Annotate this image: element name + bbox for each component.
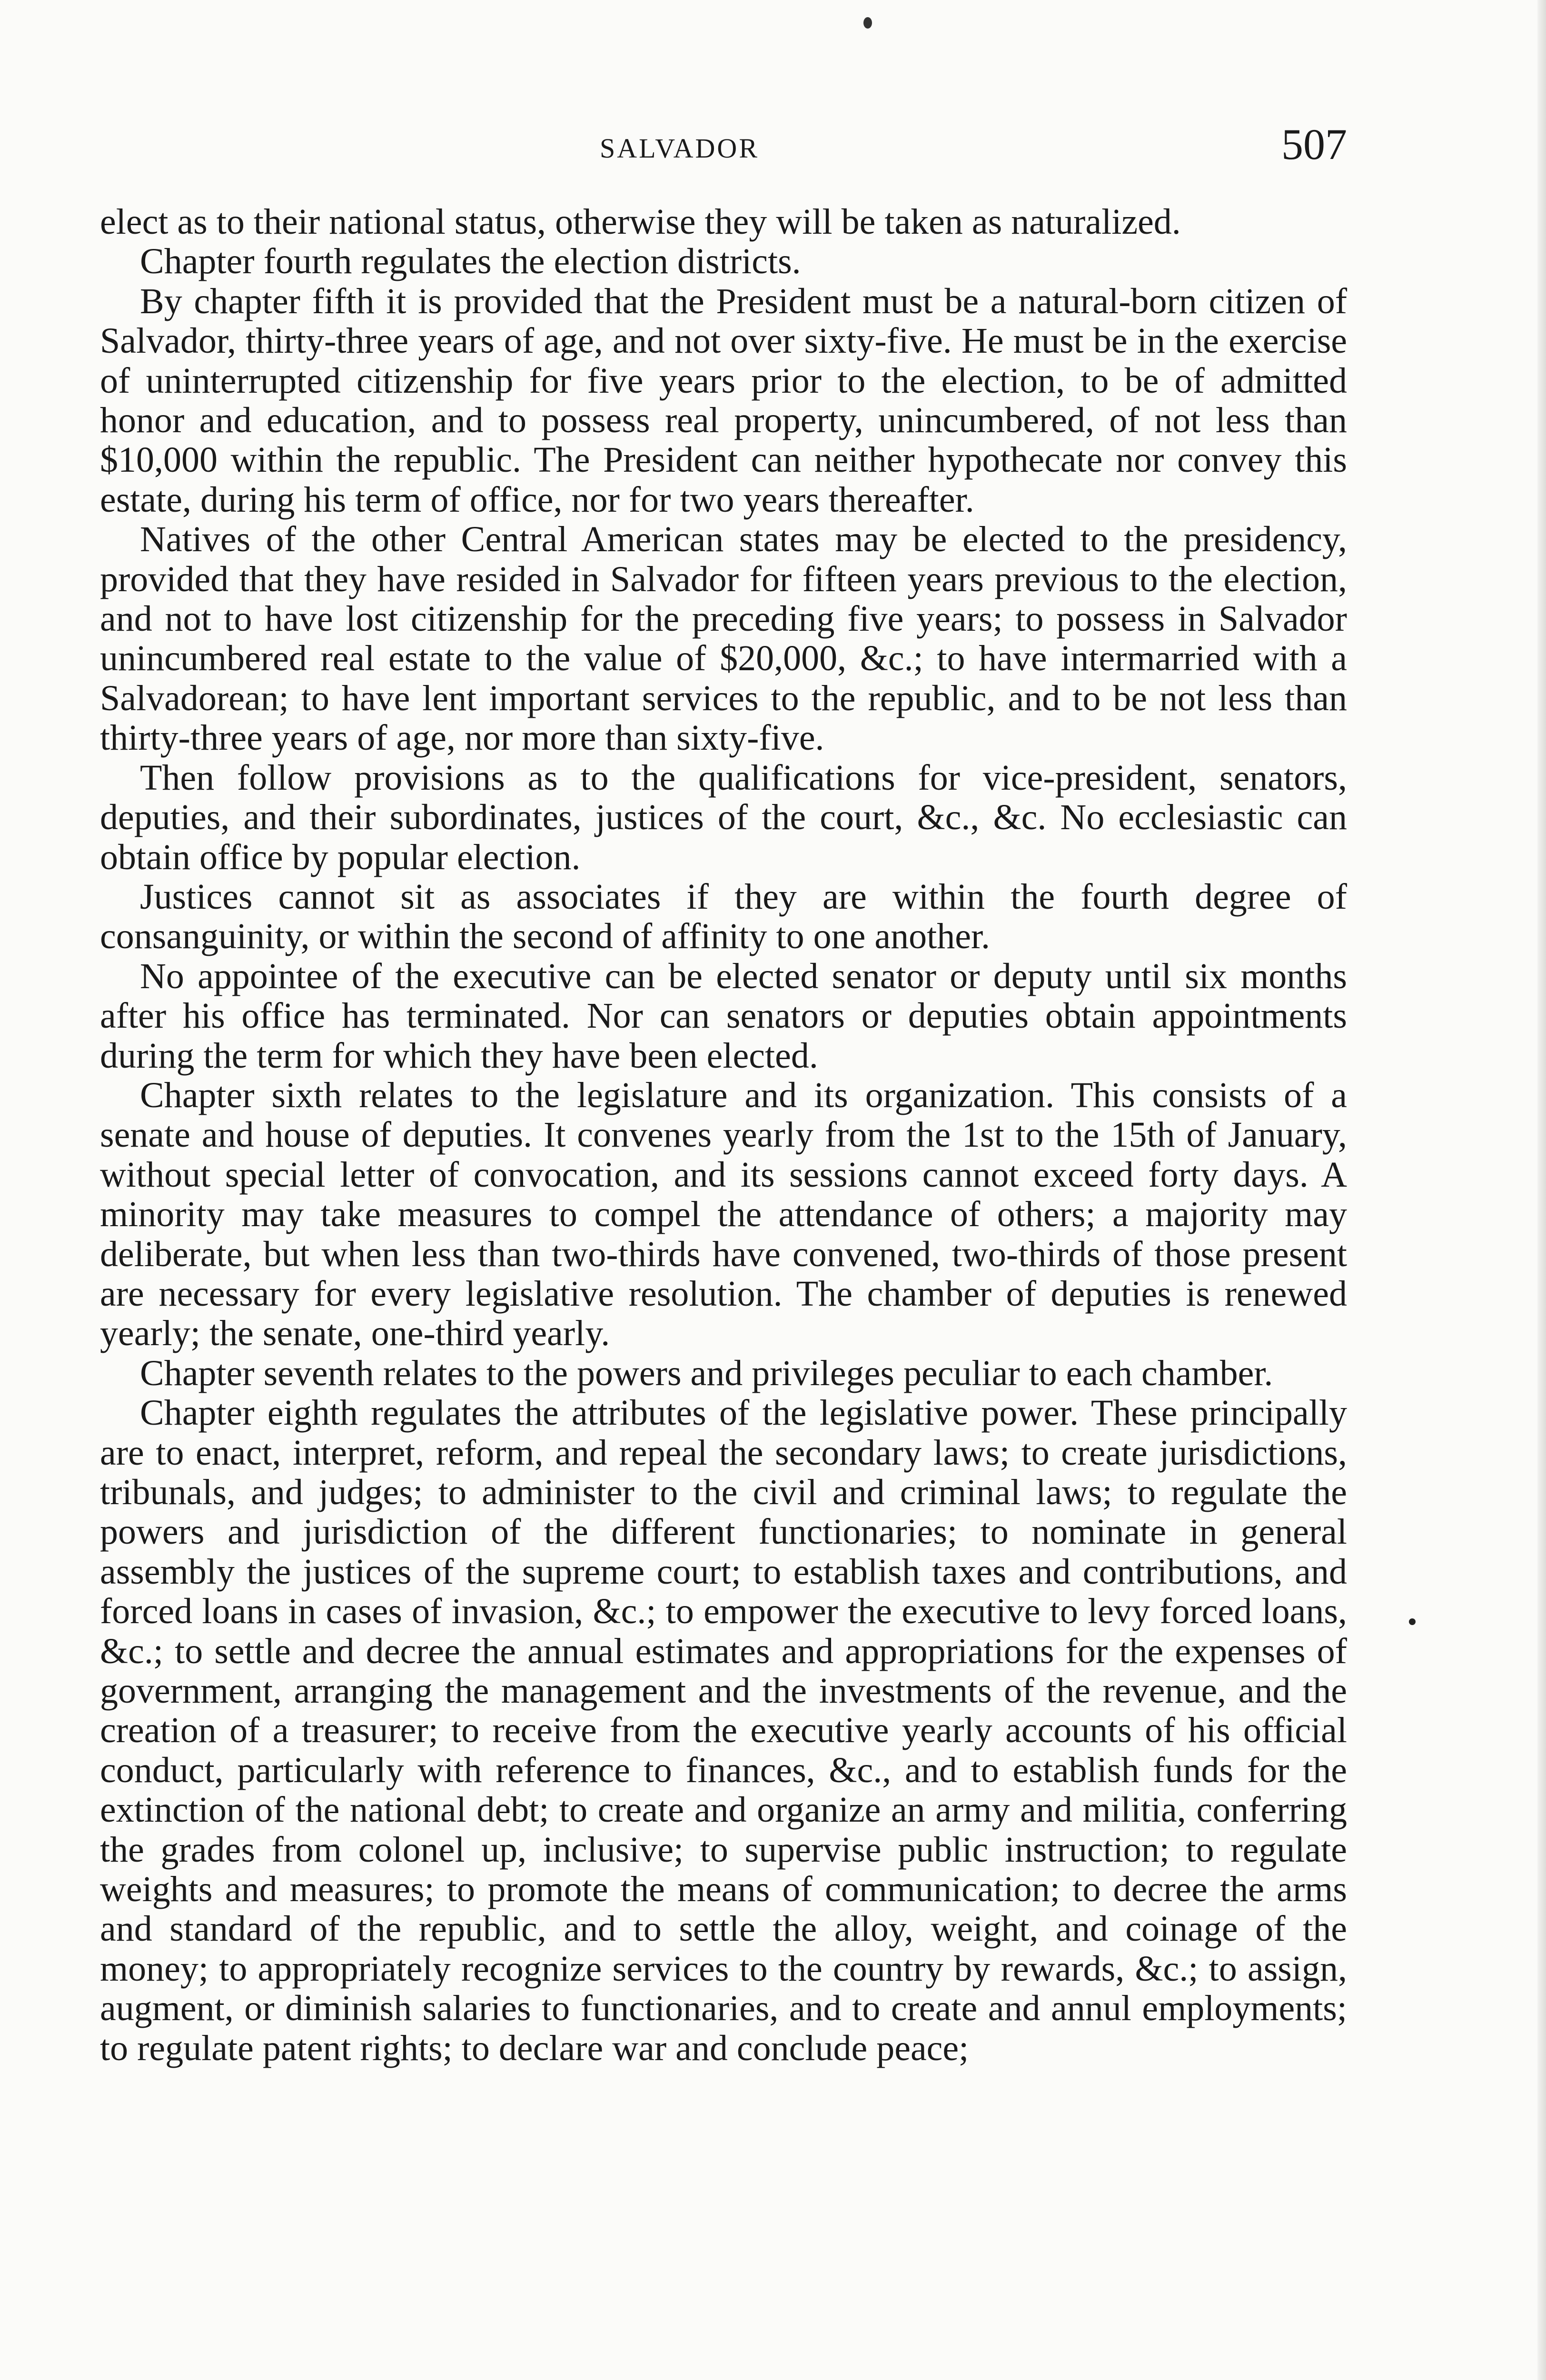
paragraph: Chapter sixth relates to the legislature and its organization. This consists of a senate and house of deputies. It convenes yearly from the 1st to the 15th of January, without special letter of convocation, and its sessions cannot exceed forty days. A minority may take measures to compel the attendance of others; a majority may deliberate, but when less than two-thirds have convened, two-thirds of those present are necessary for every legislative resolution. The chamber of deputies is renewed yearly; the senate, one-third yearly. xyxy=(100,1075,1347,1354)
body-text xyxy=(100,202,1347,2068)
paragraph: Justices cannot sit as associates if they are within the fourth degree of consanguinity, or within the second of affinity to one another. xyxy=(100,876,1347,957)
paragraph: elect as to their national status, otherwise they will be taken as naturalized. xyxy=(100,202,1181,242)
page-number: 507 xyxy=(1281,120,1347,169)
section-title: SALVADOR xyxy=(600,133,759,164)
running-head xyxy=(100,119,1347,176)
paragraph: Chapter eighth regulates the attributes of the legislative power. These principally are to enact, interpret, reform, and repeal the secondary laws; to create jurisdictions, tribunals, and judges; to administer to the civil and criminal laws; to regulate the powers and jurisdiction of the different functionaries; to nominate in general assembly the justices of the supreme court; to establish taxes and contributions, and forced loans in cases of invasion, &c.; to empower the executive to levy forced loans, &c.; to settle and decree the annual estimates and appropriations for the expenses of government, arranging the management and the investments of the revenue, and the creation of a treasurer; to receive from the executive yearly accounts of his official conduct, particularly with reference to finances, &c., and to establish funds for the extinction of the national debt; to create and organize an army and militia, conferring the grades from colonel up, inclusive; to supervise public instruction; to regulate weights and measures; to promote the means of communication; to decree the arms and standard of the republic, and to settle the alloy, weight, and coinage of the money; to appropriately recognize services to the country by rewards, &c.; to assign, augment, or diminish salaries to functionaries, and to create and annul employments; to regulate patent rights; to declare war and conclude peace; xyxy=(100,1393,1347,2068)
paragraph: Natives of the other Central American states may be elected to the presidency, provided that they have resided in Salvador for fifteen years previous to the election, and not to have lost citizenship for the preceding five years; to possess in Salvador unincumbered real estate to the value of $20,000, &c.; to have intermarried with a Salvadorean; to have lent important services to the republic, and to be not less than thirty-three years of age, nor more than sixty-five. xyxy=(100,519,1347,758)
ink-mark xyxy=(863,17,872,29)
paragraph: Then follow provisions as to the qualifications for vice-president, senators, deputies, and their subordinates, justices of the court, &c., &c. No ecclesiastic can obtain office by popular election. xyxy=(100,757,1347,877)
margin-ink-dot xyxy=(1409,1618,1416,1625)
paragraph: No appointee of the executive can be elected senator or deputy until six months after his office has terminated. Nor can senators or deputies obtain appointments during the term for which they have been elected. xyxy=(100,956,1347,1076)
paragraph: Chapter fourth regulates the election districts. xyxy=(140,241,801,282)
paragraph: By chapter fifth it is provided that the President must be a natural-born citizen of Salvador, thirty-three years of age, and not over sixty-five. He must be in the exercise of uninterrupted citizenship for five years prior to the election, to be of admitted honor and education, and to possess real property, unincumbered, of not less than $10,000 within the republic. The President can neither hypothecate nor convey this estate, during his term of office, nor for two years thereafter. xyxy=(100,281,1347,520)
page-edge-shadow xyxy=(1537,0,1546,2380)
paragraph: Chapter seventh relates to the powers and privileges peculiar to each chamber. xyxy=(140,1353,1273,1393)
